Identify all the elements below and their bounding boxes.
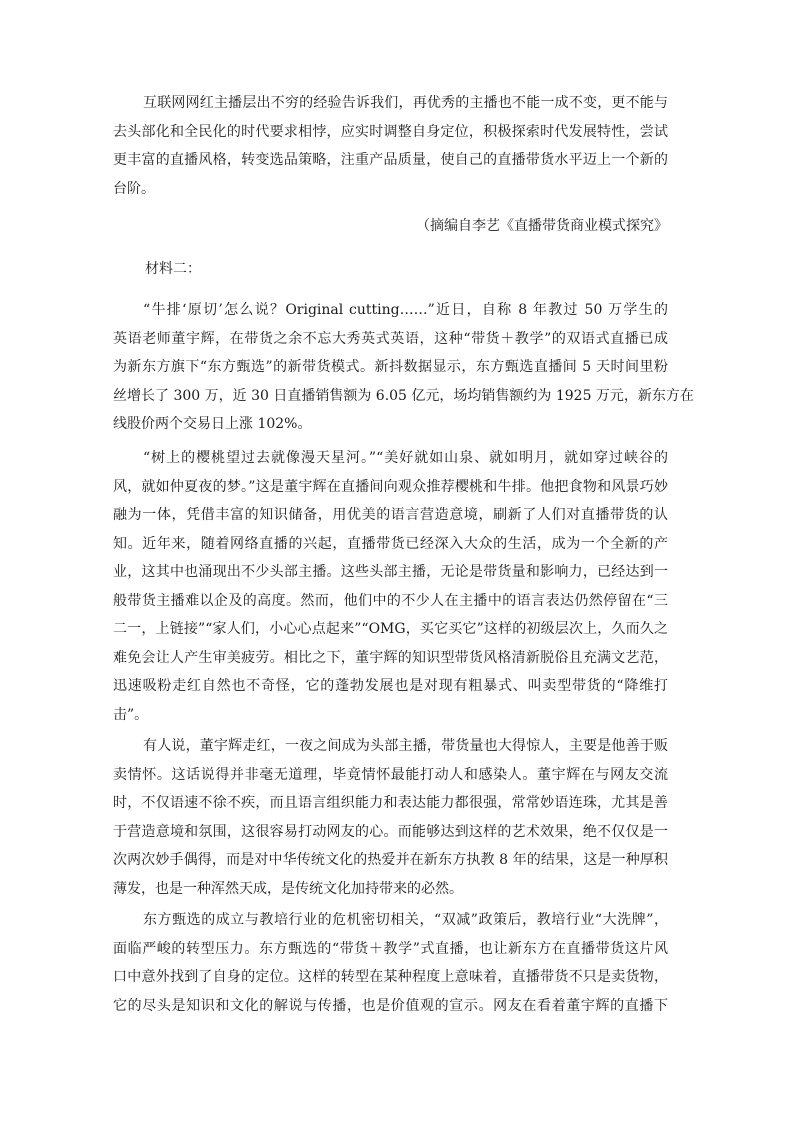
text-line: 线股价两个交易日上涨 102%。 [113,416,312,432]
section-heading: 材料二： [145,261,201,277]
paragraph-4 [113,732,668,903]
text-line: 风，就如仲夏夜的梦。”这是董宇辉在直播间向观众推荐樱桃和牛排。他把食物和风景巧妙 [113,478,668,495]
text-line: 为新东方旗下“东方甄选”的新带货模式。新抖数据显示，东方甄选直播间 5 天时间里粉 [113,359,668,375]
text-line: 次两次妙手偶得，而是对中华传统文化的热爱并在新东方执教 8 年的结果，这是一种厚积 [113,852,668,868]
text-line: 时，不仅语速不徐不疾，而且语言组织能力和表达能力都很强，常常妙语连珠，尤其是善 [113,795,668,811]
text-line: 融为一体，凭借丰富的知识储备，用优美的语言营造意境，刷新了人们对直播带货的认 [113,507,668,523]
text-line: 业，这其中也涌现出不少头部主播。这些头部主播，无论是带货量和影响力，已经达到一 [113,564,668,580]
text-line: 迅速吸粉走红自然也不奇怪，它的蓬勃发展也是对现有粗暴式、叫卖型带货的“降维打 [113,678,668,694]
source-citation: （摘编自李艺《直播带货商业模式探究》 [416,218,668,234]
text-line: 面临严峻的转型压力。东方甄选的“带货＋教学”式直播，也让新东方在直播带货这片风 [113,940,668,957]
text-line: “牛排‘原切’怎么说？Original cutting……”近日，自称 8 年教过 50 万学生的 [143,302,668,318]
paragraph-1 [113,89,668,203]
paragraph-2 [113,296,694,439]
text-line: 丝增长了 300 万，近 30 日直播销售额为 6.05 亿元，场均销售额约为 1925 万元，新东方在 [113,387,694,404]
text-line: 于营造意境和氛围，这很容易打动网友的心。而能够达到这样的艺术效果，绝不仅仅是一 [113,823,668,840]
text-line: 去头部化和全民化的时代要求相悖，应实时调整自身定位，积极探索时代发展特性，尝试 [113,123,668,140]
text-line: 卖情怀。这话说得并非毫无道理，毕竟情怀最能打动人和感染人。董宇辉在与网友交流 [113,766,668,783]
text-line: 台阶。 [113,180,155,197]
text-line: 有人说，董宇辉走红，一夜之间成为头部主播，带货量也大得惊人，主要是他善于贩 [143,738,668,754]
text-line: 击”。 [113,706,149,723]
text-line: 口中意外找到了自身的定位。这样的转型在某种程度上意味着，直播带货不只是卖货物， [113,969,668,985]
text-line: 知。近年来，随着网络直播的兴起，直播带货已经深入大众的生活，成为一个全新的产 [113,535,668,552]
text-line: 薄发，也是一种浑然天成，是传统文化加持带来的必然。 [113,880,463,897]
text-line: 二一，上链接”“家人们，小心心点起来”“OMG，买它买它”这样的初级层次上，久而久之 [113,621,668,637]
text-line: 难免会让人产生审美疲劳。相比之下，董宇辉的知识型带货风格清新脱俗且充满文艺范， [113,649,668,666]
text-line: 互联网网红主播层出不穷的经验告诉我们，再优秀的主播也不能一成不变，更不能与 [143,95,668,111]
text-line: 东方甄选的成立与教培行业的危机密切相关，“双减”政策后，教培行业“大洗牌”， [143,912,668,928]
text-line: 英语老师董宇辉，在带货之余不忘大秀英式英语，这种“带货＋教学”的双语式直播已成 [113,330,668,347]
paragraph-5 [113,906,668,1020]
text-line: 更丰富的直播风格，转变选品策略，注重产品质量，使自己的直播带货水平迈上一个新的 [113,152,668,168]
text-line: “树上的樱桃望过去就像漫天星河。”“美好就如山泉、就如明月，就如穿过峡谷的 [143,450,668,466]
text-line: 般带货主播难以企及的高度。然而，他们中的不少人在主播中的语言表达仍然停留在“三 [113,592,668,609]
paragraph-3 [113,444,668,729]
text-line: 它的尽头是知识和文化的解说与传播，也是价值观的宣示。网友在看着董宇辉的直播下 [113,997,668,1014]
